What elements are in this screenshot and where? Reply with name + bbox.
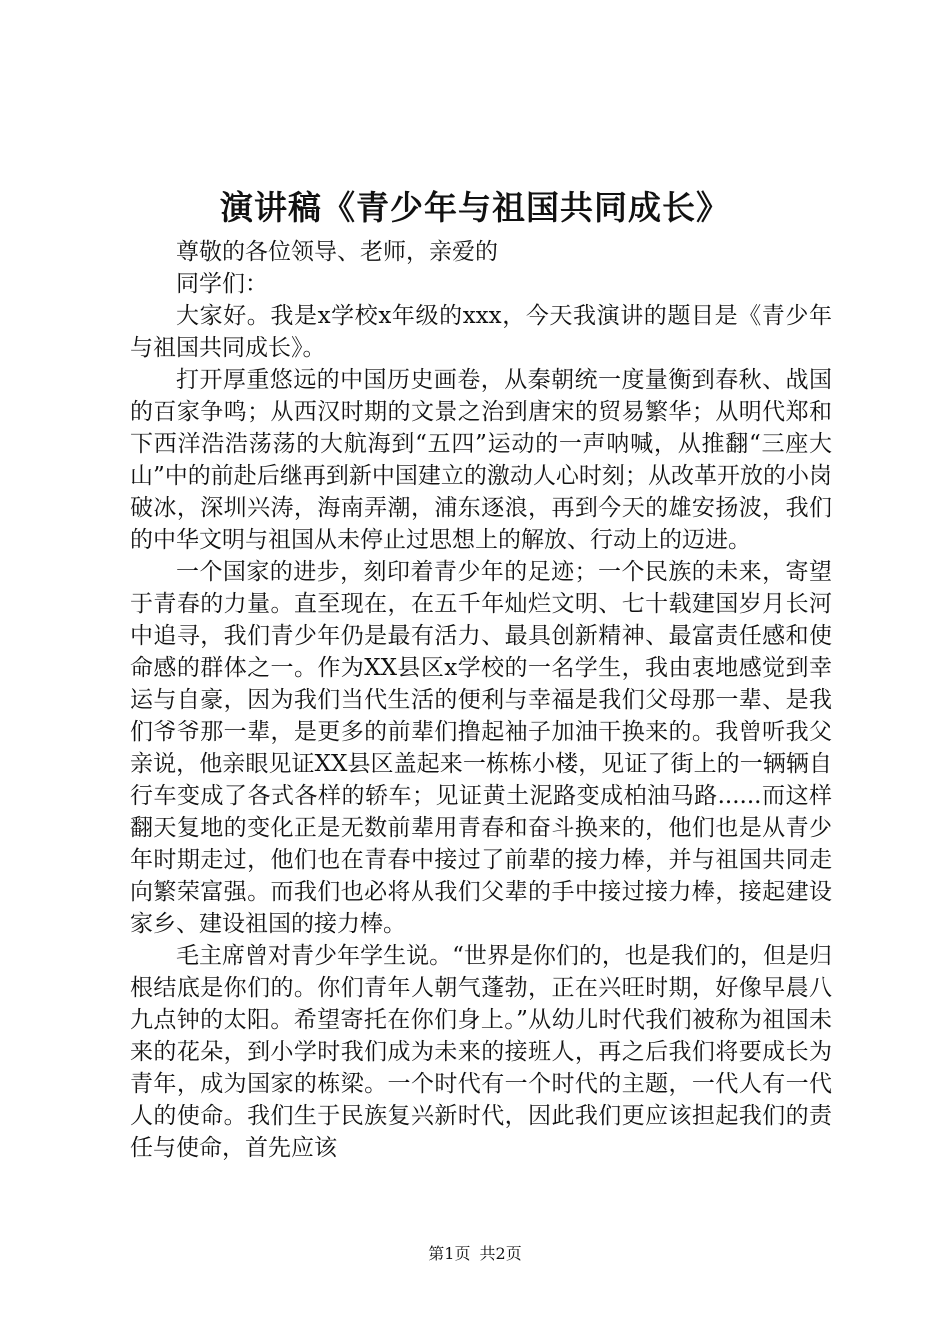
document-body (130, 236, 832, 1164)
salutation-line-1: 尊敬的各位领导、老师，亲爱的 (176, 239, 498, 265)
document-title: 演讲稿《青少年与祖国共同成长》 (220, 188, 730, 227)
page-footer (0, 1243, 950, 1265)
page-total: 共2页 (479, 1244, 522, 1263)
paragraph-intro: 大家好。我是x学校x年级的xxx，今天我演讲的题目是《青少年与祖国共同成长》。 (130, 303, 832, 361)
page-number: 第1页 (428, 1244, 471, 1263)
paragraph-chairman-quote: 毛主席曾对青少年学生说。“世界是你们的，也是我们的，但是归根结底是你们的。你们青年人朝气蓬勃，正在兴旺时期，好像早晨八九点钟的太阳。希望寄托在你们身上。”从幼儿时代我们被称为祖国未来的花朵，到小学时我们成为未来的接班人，再之后我们将要成长为青年，成为国家的栋梁。一个时代有一个时代的主题，一代人有一代人的使命。我们生于民族复兴新时代，因此我们更应该担起我们的责任与使命，首先应该 (130, 943, 832, 1161)
paragraph-history: 打开厚重悠远的中国历史画卷，从秦朝统一度量衡到春秋、战国的百家争鸣；从西汉时期的文景之治到唐宋的贸易繁华；从明代郑和下西洋浩浩荡荡的大航海到“五四”运动的一声呐喊，从推翻“三座大山”中的前赴后继再到新中国建立的激动人心时刻；从改革开放的小岗破冰，深圳兴涛，海南弄潮，浦东逐浪，再到今天的雄安扬波，我们的中华文明与祖国从未停止过思想上的解放、行动上的迈进。 (130, 367, 832, 553)
salutation-line-2: 同学们： (176, 271, 268, 297)
paragraph-youth: 一个国家的进步，刻印着青少年的足迹；一个民族的未来，寄望于青春的力量。直至现在，在五千年灿烂文明、七十载建国岁月长河中追寻，我们青少年仍是最有活力、最具创新精神、最富责任感和使命感的群体之一。作为XX县区x学校的一名学生，我由衷地感觉到幸运与自豪，因为我们当代生活的便利与幸福是我们父母那一辈、是我们爷爷那一辈，是更多的前辈们撸起袖子加油干换来的。我曾听我父亲说，他亲眼见证XX县区盖起来一栋栋小楼，见证了街上的一辆辆自行车变成了各式各样的轿车；见证黄土泥路变成柏油马路......而这样翻天复地的变化正是无数前辈用青春和奋斗换来的，他们也是从青少年时期走过，他们也在青春中接过了前辈的接力棒，并与祖国共同走向繁荣富强。而我们也必将从我们父辈的手中接过接力棒，接起建设家乡、建设祖国的接力棒。 (130, 559, 832, 937)
